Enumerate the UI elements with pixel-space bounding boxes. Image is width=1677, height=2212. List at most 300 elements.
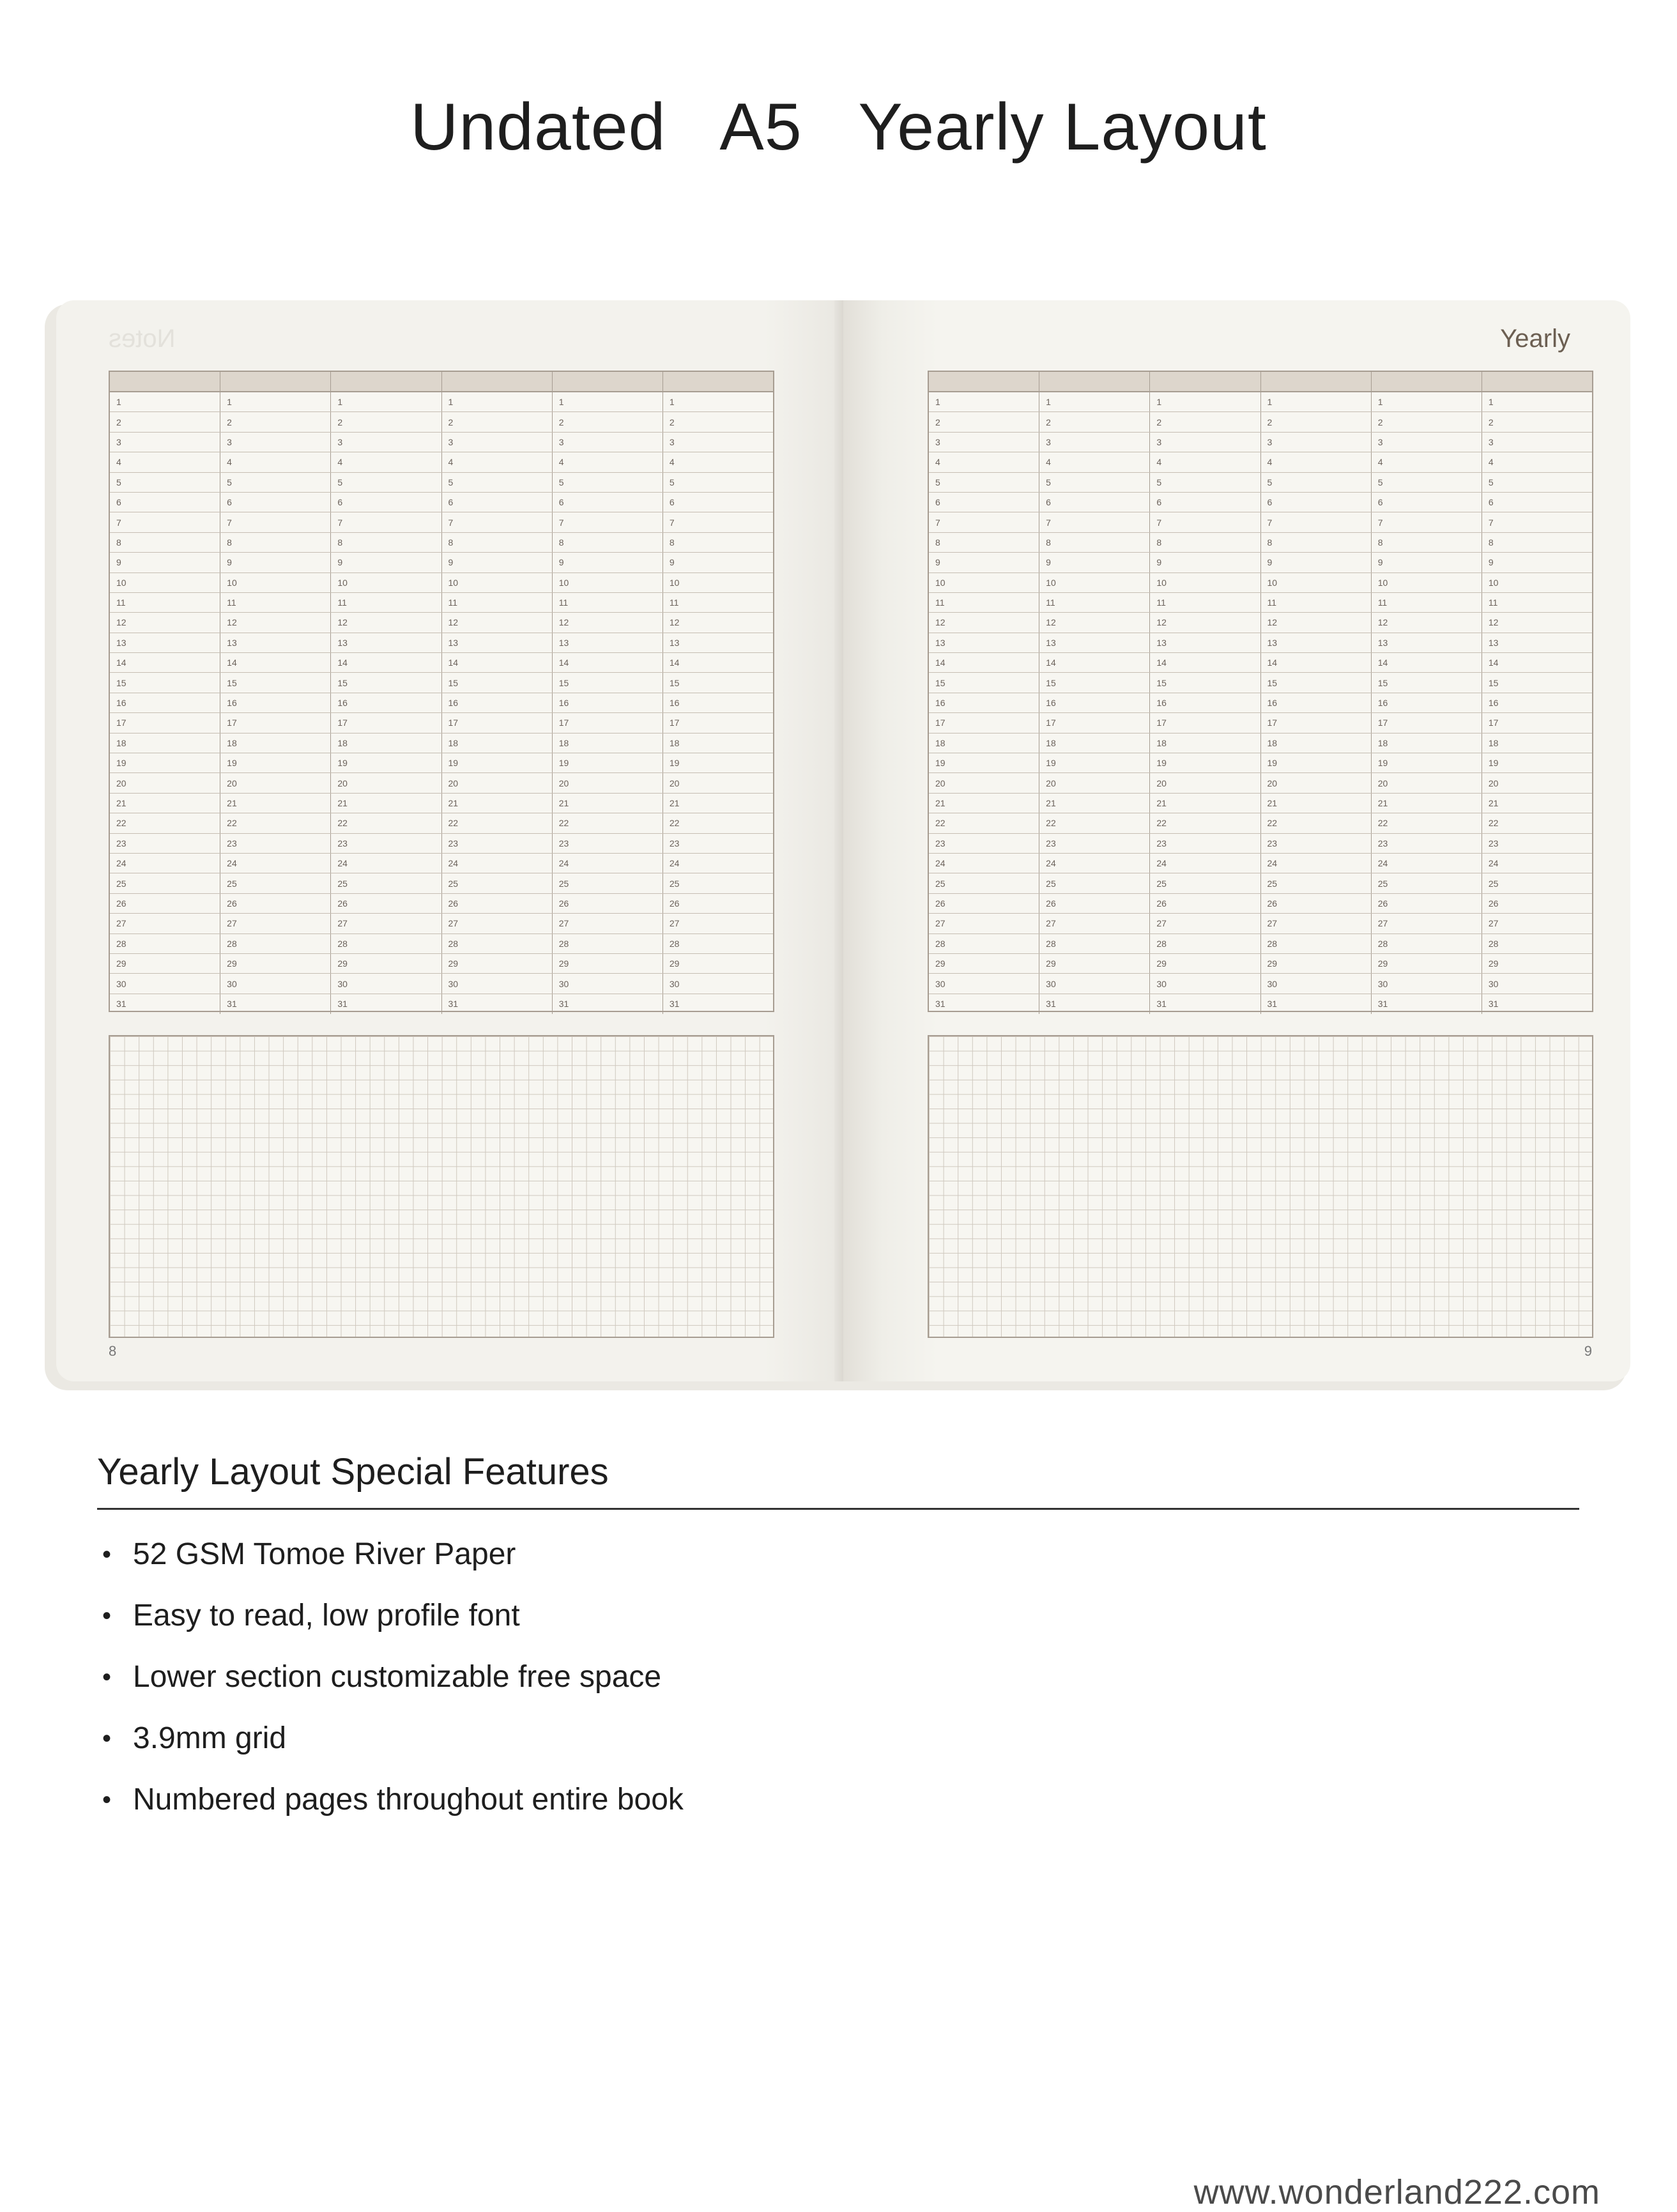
day-cell: 13 [1488, 637, 1499, 648]
day-cell: 19 [553, 753, 663, 772]
day-cell: 2 [442, 412, 553, 431]
day-cell: 15 [929, 673, 1039, 692]
day-cell: 19 [929, 753, 1039, 772]
day-cell: 5 [331, 473, 441, 492]
day-cell: 17 [1039, 713, 1150, 732]
left-day-table [109, 371, 774, 1012]
day-cell: 4 [1488, 457, 1494, 468]
table-row [110, 813, 773, 833]
day-cell: 25 [220, 873, 331, 893]
day-cell: 3 [553, 433, 663, 452]
table-row [110, 573, 773, 593]
day-cell: 26 [1488, 898, 1499, 909]
day-cell: 6 [669, 497, 675, 508]
feature-text: Lower section customizable free space [133, 1660, 662, 1694]
day-cell: 4 [553, 452, 663, 472]
day-cell: 15 [442, 673, 553, 692]
day-cell: 10 [669, 577, 680, 588]
day-cell: 7 [1261, 512, 1372, 532]
bullet-icon: • [102, 1663, 112, 1691]
day-cell: 2 [110, 412, 220, 431]
table-row [110, 693, 773, 713]
day-cell: 13 [553, 633, 663, 652]
table-row [110, 713, 773, 733]
day-cell: 24 [1372, 854, 1482, 873]
day-cell: 10 [1039, 573, 1150, 592]
day-cell: 3 [110, 433, 220, 452]
day-cell: 14 [669, 657, 680, 668]
day-cell: 10 [553, 573, 663, 592]
table-row [929, 452, 1592, 472]
table-body [929, 392, 1592, 1014]
feature-text: 52 GSM Tomoe River Paper [133, 1537, 516, 1571]
day-cell: 5 [220, 473, 331, 492]
day-cell: 1 [442, 392, 553, 411]
table-header-cell [1261, 372, 1372, 391]
table-row [929, 733, 1592, 753]
day-cell: 1 [669, 397, 675, 408]
day-cell: 5 [1261, 473, 1372, 492]
day-cell: 14 [1039, 653, 1150, 672]
day-cell: 15 [1150, 673, 1260, 692]
day-cell: 11 [929, 593, 1039, 612]
day-cell: 14 [331, 653, 441, 672]
day-cell: 25 [1488, 878, 1499, 889]
day-cell: 5 [1150, 473, 1260, 492]
table-body [110, 392, 773, 1014]
day-cell: 24 [331, 854, 441, 873]
day-cell: 10 [331, 573, 441, 592]
day-cell: 7 [669, 517, 675, 528]
left-free-grid [109, 1035, 774, 1338]
day-cell: 17 [442, 713, 553, 732]
day-cell: 9 [1488, 557, 1494, 568]
day-cell: 11 [220, 593, 331, 612]
table-row [110, 954, 773, 974]
table-row [929, 512, 1592, 532]
day-cell: 19 [1261, 753, 1372, 772]
day-cell: 11 [1488, 597, 1498, 608]
day-cell: 15 [220, 673, 331, 692]
day-cell: 15 [669, 677, 680, 688]
table-row [110, 733, 773, 753]
day-cell: 7 [1039, 512, 1150, 532]
day-cell: 8 [1372, 533, 1482, 552]
day-cell: 9 [929, 553, 1039, 572]
day-cell: 12 [1039, 613, 1150, 632]
table-row [110, 392, 773, 412]
table-row [110, 593, 773, 613]
day-cell: 6 [331, 493, 441, 512]
day-cell: 30 [1261, 974, 1372, 993]
day-cell: 15 [1488, 677, 1499, 688]
day-cell: 8 [442, 533, 553, 552]
day-cell: 4 [1150, 452, 1260, 472]
day-cell: 24 [929, 854, 1039, 873]
day-cell: 28 [1039, 934, 1150, 953]
feature-item [97, 1585, 684, 1647]
day-cell: 16 [669, 698, 680, 709]
day-cell: 14 [1488, 657, 1499, 668]
day-cell: 18 [220, 733, 331, 753]
day-cell: 20 [1488, 778, 1499, 788]
day-cell: 23 [110, 834, 220, 853]
day-cell: 6 [442, 493, 553, 512]
day-cell: 3 [331, 433, 441, 452]
day-cell: 17 [331, 713, 441, 732]
table-row [929, 673, 1592, 693]
day-cell: 27 [331, 914, 441, 933]
day-cell: 4 [1261, 452, 1372, 472]
day-cell: 7 [110, 512, 220, 532]
table-row [110, 773, 773, 793]
table-row [110, 473, 773, 493]
day-cell: 29 [110, 954, 220, 973]
day-cell: 10 [1372, 573, 1482, 592]
day-cell: 23 [1039, 834, 1150, 853]
day-cell: 22 [929, 813, 1039, 833]
day-cell: 19 [110, 753, 220, 772]
day-cell: 18 [553, 733, 663, 753]
day-cell: 4 [1372, 452, 1482, 472]
day-cell: 24 [1488, 858, 1499, 869]
page-title: Undated A5 Yearly Layout [410, 90, 1267, 164]
day-cell: 15 [1261, 673, 1372, 692]
day-cell: 12 [1372, 613, 1482, 632]
table-row [929, 412, 1592, 432]
day-cell: 8 [331, 533, 441, 552]
table-row [929, 994, 1592, 1014]
mirrored-notes-heading: Notes [109, 325, 176, 353]
table-row [929, 693, 1592, 713]
yearly-heading: Yearly [1500, 325, 1570, 353]
day-cell: 24 [442, 854, 553, 873]
table-row [110, 873, 773, 893]
day-cell: 30 [929, 974, 1039, 993]
day-cell: 29 [1039, 954, 1150, 973]
day-cell: 19 [1488, 758, 1499, 769]
day-cell: 9 [553, 553, 663, 572]
day-cell: 2 [1372, 412, 1482, 431]
day-cell: 27 [929, 914, 1039, 933]
day-cell: 25 [110, 873, 220, 893]
table-row [110, 673, 773, 693]
day-cell: 4 [110, 452, 220, 472]
day-cell: 18 [1261, 733, 1372, 753]
table-row [929, 834, 1592, 854]
table-header-cell [220, 372, 331, 391]
day-cell: 16 [442, 693, 553, 712]
table-row [929, 794, 1592, 813]
day-cell: 24 [553, 854, 663, 873]
day-cell: 9 [331, 553, 441, 572]
table-row [110, 452, 773, 472]
day-cell: 30 [669, 978, 680, 989]
table-row [110, 794, 773, 813]
table-row [929, 873, 1592, 893]
day-cell: 6 [553, 493, 663, 512]
day-cell: 1 [1372, 392, 1482, 411]
day-cell: 25 [553, 873, 663, 893]
day-cell: 23 [1372, 834, 1482, 853]
day-cell: 6 [220, 493, 331, 512]
day-cell: 31 [331, 994, 441, 1014]
day-cell: 24 [669, 858, 680, 869]
day-cell: 12 [929, 613, 1039, 632]
right-day-table [928, 371, 1593, 1012]
day-cell: 18 [1150, 733, 1260, 753]
day-cell: 18 [1372, 733, 1482, 753]
day-cell: 14 [553, 653, 663, 672]
day-cell: 17 [929, 713, 1039, 732]
day-cell: 6 [1372, 493, 1482, 512]
day-cell: 9 [220, 553, 331, 572]
day-cell: 11 [331, 593, 441, 612]
day-cell: 31 [553, 994, 663, 1014]
day-cell: 12 [1150, 613, 1260, 632]
table-row [929, 573, 1592, 593]
day-cell: 18 [442, 733, 553, 753]
day-cell: 27 [1039, 914, 1150, 933]
table-row [929, 392, 1592, 412]
day-cell: 13 [331, 633, 441, 652]
day-cell: 8 [929, 533, 1039, 552]
day-cell: 20 [669, 778, 680, 788]
day-cell: 4 [220, 452, 331, 472]
day-cell: 31 [442, 994, 553, 1014]
day-cell: 9 [110, 553, 220, 572]
day-cell: 3 [1039, 433, 1150, 452]
day-cell: 14 [929, 653, 1039, 672]
day-cell: 5 [110, 473, 220, 492]
day-cell: 21 [1150, 794, 1260, 813]
day-cell: 20 [331, 773, 441, 792]
day-cell: 31 [1039, 994, 1150, 1014]
table-header-cell [1150, 372, 1260, 391]
day-cell: 29 [553, 954, 663, 973]
day-cell: 8 [1039, 533, 1150, 552]
day-cell: 17 [553, 713, 663, 732]
day-cell: 2 [1039, 412, 1150, 431]
day-cell: 23 [331, 834, 441, 853]
day-cell: 24 [110, 854, 220, 873]
day-cell: 2 [1261, 412, 1372, 431]
day-cell: 4 [929, 452, 1039, 472]
day-cell: 31 [669, 999, 680, 1010]
day-cell: 1 [110, 392, 220, 411]
day-cell: 29 [1488, 958, 1499, 969]
day-cell: 1 [1150, 392, 1260, 411]
day-cell: 9 [1372, 553, 1482, 572]
bullet-icon: • [102, 1724, 112, 1753]
day-cell: 16 [110, 693, 220, 712]
day-cell: 13 [669, 637, 680, 648]
day-cell: 23 [1150, 834, 1260, 853]
day-cell: 10 [929, 573, 1039, 592]
day-cell: 24 [1039, 854, 1150, 873]
day-cell: 6 [1039, 493, 1150, 512]
day-cell: 23 [442, 834, 553, 853]
day-cell: 27 [220, 914, 331, 933]
day-cell: 8 [220, 533, 331, 552]
day-cell: 28 [220, 934, 331, 953]
day-cell: 3 [220, 433, 331, 452]
day-cell: 9 [442, 553, 553, 572]
table-row [929, 593, 1592, 613]
table-row [110, 412, 773, 432]
day-cell: 21 [929, 794, 1039, 813]
day-cell: 21 [1039, 794, 1150, 813]
day-cell: 16 [929, 693, 1039, 712]
day-cell: 21 [553, 794, 663, 813]
day-cell: 26 [669, 898, 680, 909]
day-cell: 12 [331, 613, 441, 632]
day-cell: 12 [669, 617, 680, 628]
day-cell: 26 [553, 894, 663, 913]
day-cell: 21 [669, 798, 680, 808]
page-number-left: 8 [109, 1343, 117, 1359]
day-cell: 30 [1488, 978, 1499, 989]
features-list [97, 1524, 684, 1831]
day-cell: 16 [1488, 698, 1499, 709]
day-cell: 3 [442, 433, 553, 452]
day-cell: 25 [331, 873, 441, 893]
day-cell: 21 [331, 794, 441, 813]
day-cell: 27 [1261, 914, 1372, 933]
day-cell: 5 [669, 477, 675, 488]
day-cell: 17 [1372, 713, 1482, 732]
table-row [929, 954, 1592, 974]
day-cell: 30 [442, 974, 553, 993]
day-cell: 27 [669, 918, 680, 929]
day-cell: 14 [220, 653, 331, 672]
day-cell: 23 [669, 838, 680, 849]
day-cell: 11 [1150, 593, 1260, 612]
day-cell: 10 [1150, 573, 1260, 592]
table-row [929, 533, 1592, 553]
day-cell: 29 [1261, 954, 1372, 973]
day-cell: 16 [553, 693, 663, 712]
day-cell: 27 [1150, 914, 1260, 933]
day-cell: 12 [110, 613, 220, 632]
table-header-cell [553, 372, 663, 391]
day-cell: 23 [1261, 834, 1372, 853]
table-row [110, 974, 773, 994]
day-cell: 29 [1150, 954, 1260, 973]
table-row [110, 934, 773, 954]
day-cell: 26 [331, 894, 441, 913]
day-cell: 14 [1150, 653, 1260, 672]
day-cell: 3 [1261, 433, 1372, 452]
day-cell: 16 [1261, 693, 1372, 712]
feature-text: 3.9mm grid [133, 1721, 287, 1755]
day-cell: 4 [442, 452, 553, 472]
day-cell: 13 [929, 633, 1039, 652]
day-cell: 11 [442, 593, 553, 612]
table-header-cell [110, 372, 220, 391]
day-cell: 28 [929, 934, 1039, 953]
day-cell: 22 [220, 813, 331, 833]
day-cell: 21 [1261, 794, 1372, 813]
day-cell: 26 [110, 894, 220, 913]
day-cell: 2 [1488, 417, 1494, 427]
table-row [110, 553, 773, 572]
day-cell: 4 [331, 452, 441, 472]
day-cell: 7 [442, 512, 553, 532]
day-cell: 18 [331, 733, 441, 753]
day-cell: 28 [553, 934, 663, 953]
day-cell: 31 [1488, 999, 1499, 1010]
day-cell: 22 [669, 818, 680, 829]
table-header-cell [442, 372, 553, 391]
day-cell: 27 [442, 914, 553, 933]
day-cell: 2 [331, 412, 441, 431]
day-cell: 5 [929, 473, 1039, 492]
day-cell: 13 [1261, 633, 1372, 652]
day-cell: 28 [442, 934, 553, 953]
day-cell: 7 [929, 512, 1039, 532]
day-cell: 10 [442, 573, 553, 592]
day-cell: 7 [1488, 517, 1494, 528]
day-cell: 30 [331, 974, 441, 993]
day-cell: 31 [220, 994, 331, 1014]
day-cell: 3 [1488, 436, 1494, 447]
table-row [929, 813, 1592, 833]
table-row [929, 854, 1592, 873]
day-cell: 28 [110, 934, 220, 953]
day-cell: 5 [442, 473, 553, 492]
day-cell: 21 [220, 794, 331, 813]
day-cell: 12 [1261, 613, 1372, 632]
day-cell: 22 [442, 813, 553, 833]
table-row [110, 753, 773, 773]
day-cell: 17 [669, 718, 680, 728]
table-row [929, 713, 1592, 733]
table-row [929, 934, 1592, 954]
day-cell: 6 [929, 493, 1039, 512]
day-cell: 17 [1150, 713, 1260, 732]
day-cell: 22 [1039, 813, 1150, 833]
day-cell: 19 [1039, 753, 1150, 772]
day-cell: 17 [1488, 718, 1499, 728]
page-number-right: 9 [1584, 1343, 1592, 1359]
day-cell: 20 [1372, 773, 1482, 792]
table-row [110, 512, 773, 532]
day-cell: 15 [331, 673, 441, 692]
table-row [110, 613, 773, 633]
day-cell: 21 [110, 794, 220, 813]
day-cell: 7 [1372, 512, 1482, 532]
day-cell: 12 [1488, 617, 1499, 628]
day-cell: 25 [1261, 873, 1372, 893]
day-cell: 13 [1039, 633, 1150, 652]
day-cell: 22 [1372, 813, 1482, 833]
day-cell: 19 [442, 753, 553, 772]
day-cell: 29 [220, 954, 331, 973]
day-cell: 29 [929, 954, 1039, 973]
day-cell: 26 [929, 894, 1039, 913]
day-cell: 29 [442, 954, 553, 973]
day-cell: 7 [1150, 512, 1260, 532]
day-cell: 9 [1150, 553, 1260, 572]
day-cell: 28 [1261, 934, 1372, 953]
day-cell: 9 [1261, 553, 1372, 572]
day-cell: 1 [1261, 392, 1372, 411]
day-cell: 19 [1150, 753, 1260, 772]
day-cell: 12 [553, 613, 663, 632]
day-cell: 19 [669, 758, 680, 769]
day-cell: 3 [669, 436, 675, 447]
